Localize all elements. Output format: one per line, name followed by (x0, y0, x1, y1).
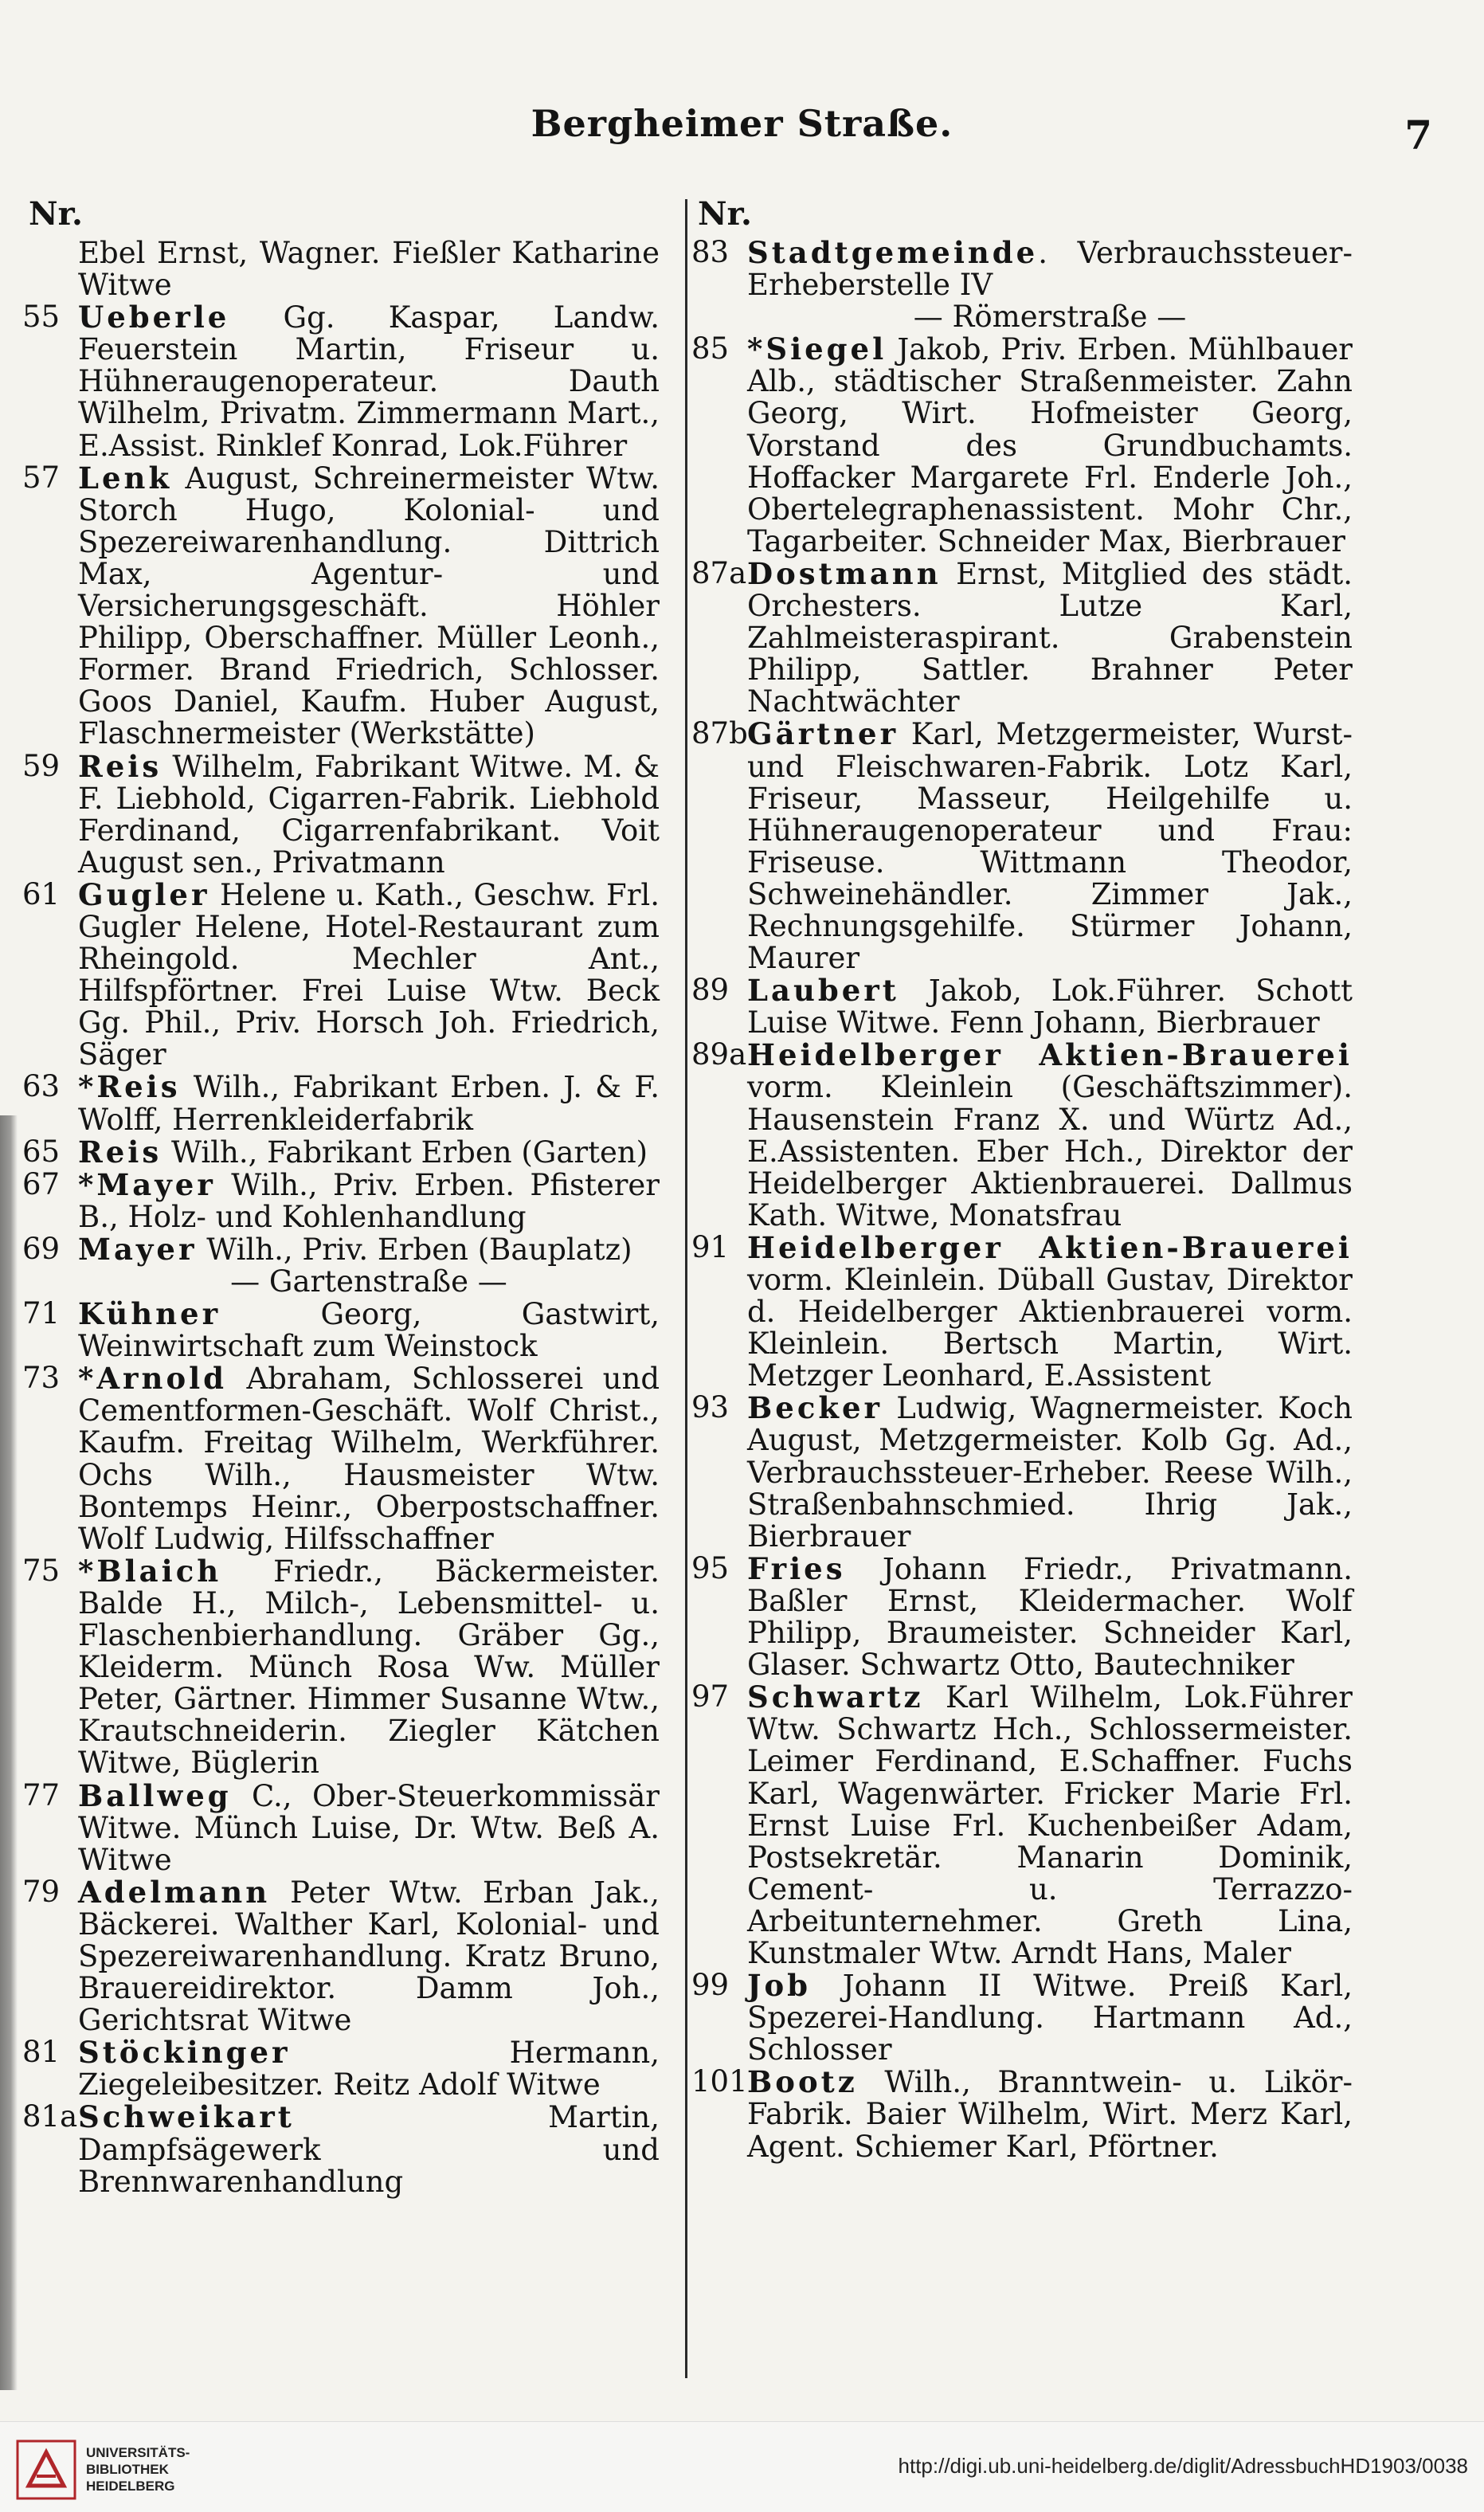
address-entry (22, 301, 660, 461)
entry-text (747, 1969, 1353, 2066)
address-entry (691, 555, 1353, 719)
house-number: 61 (22, 876, 61, 911)
owner-name: *Reis (78, 1069, 181, 1105)
address-entry (691, 974, 1353, 1039)
source-url[interactable]: http://digi.ub.uni-heidelberg.de/diglit/AdressbuchHD1903/0038 (898, 2454, 1468, 2478)
entry-text (78, 876, 660, 1072)
house-number: 73 (22, 1361, 61, 1396)
entry-text (78, 1233, 660, 1266)
owner-name: Adelmann (78, 1874, 271, 1910)
occupants-text: Wilh., Priv. Erben (Bauplatz) (197, 1232, 632, 1267)
address-entry (22, 2036, 660, 2101)
house-number: 89a (691, 1037, 747, 1072)
occupants-text: Wilh., Fabrikant Erben (Garten) (162, 1135, 648, 1170)
entry-text (78, 1298, 660, 1362)
address-entry (22, 1233, 660, 1266)
occupants-text: Jakob, Priv. Erben. Mühlbauer Alb., städtischer Straßenmeister. Zahn Georg, Wirt. Hofmeister Georg, Vorstand des Grundbuchamts. Hoffacker Margarete Frl. Enderle Joh., Obertelegraphenassistent. Mohr Chr., Tagarbeiter. Schneider Max, Bierbrauer (747, 332, 1353, 558)
nr-heading: Nr. (698, 195, 752, 233)
address-entry (22, 1555, 660, 1780)
house-number: 69 (22, 1231, 61, 1266)
occupants-text: Martin, Dampfsägewerk und Brennwarenhandlung (78, 2100, 660, 2199)
occupants-text: Karl, Metzgermeister, Wurst- und Fleischwaren-Fabrik. Lotz Karl, Friseur, Masseur, Heilgehilfe u. Hühneraugenoperateur und Frau: Friseuse. Wittmann Theodor, Schweinehändler. Zimmer Jak., Rechnungsgehilfe. Stürmer Johann, Maurer (747, 717, 1353, 976)
occupants-text: C., Ober-Steuerkommissär Witwe. Münch Luise, Dr. Wtw. Beß A. Witwe (78, 1778, 660, 1877)
address-entry (22, 1136, 660, 1169)
owner-name: Reis (78, 748, 162, 784)
occupants-text: vorm. Kleinlein (Geschäftszimmer). Hausenstein Franz X. und Würtz Ad., E.Assistenten. Eber Hch., Direktor der Heidelberger Aktienbrauerei. Dallmus Kath. Witwe, Monatsfrau (747, 1070, 1353, 1232)
owner-name: Ballweg (78, 1777, 232, 1813)
owner-name: Fries (747, 1550, 846, 1586)
owner-name: Bootz (747, 2064, 858, 2100)
owner-name: Schweikart (78, 2099, 295, 2135)
book-spine-shadow (0, 1115, 18, 2390)
owner-name: Gugler (78, 876, 210, 912)
owner-name: Laubert (747, 973, 899, 1009)
occupants-text: Abraham, Schlosserei und Cementformen-Geschäft. Wolf Christ., Kaufm. Freitag Wilhelm, Werkführer. Ochs Wilh., Hausmeister Wtw. Bontemps Heinr., Oberpostschaffner. Wolf Ludwig, Hilfsschaffner (78, 1362, 660, 1556)
house-number: 63 (22, 1069, 61, 1104)
owner-name: Gärtner (747, 716, 899, 752)
owner-name: Lenk (78, 460, 173, 496)
entry-text (747, 974, 1353, 1039)
entry-text (747, 2066, 1353, 2162)
occupants-text: Wilhelm, Fabrikant Witwe. M. & F. Liebhold, Cigarren-Fabrik. Liebhold Ferdinand, Cigarrenfabrikant. Voit August sen., Privatmann (78, 749, 660, 880)
street-divider: — Gartenstraße — (230, 1264, 507, 1299)
occupants-text: Helene u. Kath., Geschw. Frl. Gugler Helene, Hotel-Restaurant zum Rheingold. Mechler Ant., Hilfspförtner. Frei Luise Wtw. Beck Gg. Phil., Priv. Horsch Joh. Friedrich, Säger (78, 877, 660, 1072)
library-name-line: HEIDELBERG (86, 2479, 175, 2494)
entry-text (747, 1039, 1353, 1232)
library-name (86, 2444, 190, 2494)
entry-text (747, 333, 1353, 558)
entry-text (78, 462, 660, 750)
occupants-text: Wilh., Fabrikant Erben. J. & F. Wolff, Herrenkleiderfabrik (78, 1070, 660, 1137)
column-divider (685, 199, 687, 2378)
entry-text (747, 1229, 1353, 1393)
occupants-text: Peter Wtw. Erban Jak., Bäckerei. Walther Karl, Kolonial- und Spezereiwarenhandlung. Kratz Bruno, Brauereidirektor. Damm Joh., Gerichtsrat Witwe (78, 1875, 660, 2038)
occupants-text: Johann II Witwe. Preiß Karl, Spezerei-Handlung. Hartmann Ad., Schlosser (747, 1969, 1353, 2067)
occupants-text: Ebel Ernst, Wagner. Fießler Katharine Witwe (78, 236, 660, 303)
entry-text (78, 1136, 660, 1169)
street-divider: — Römerstraße — (913, 300, 1187, 335)
address-entry (22, 1777, 660, 1877)
house-number: 81a (22, 2099, 78, 2134)
address-entry (22, 237, 660, 301)
owner-name: Stadtgemeinde (747, 235, 1039, 270)
house-number: 87a (691, 555, 747, 590)
owner-name: Dostmann (747, 555, 942, 591)
library-name-line: UNIVERSITÄTS- (86, 2445, 190, 2460)
occupants-text: Jakob, Lok.Führer. Schott Luise Witwe. Fenn Johann, Bierbrauer (747, 974, 1353, 1040)
entry-text (747, 1681, 1353, 1969)
address-entry (691, 1550, 1353, 1683)
house-number: 59 (22, 748, 61, 783)
entry-text (78, 1362, 660, 1555)
nr-heading: Nr. (29, 195, 83, 233)
entry-text (78, 237, 660, 301)
entry-text (747, 1392, 1353, 1552)
university-library-logo-icon (13, 2436, 80, 2503)
address-entry (691, 1392, 1353, 1552)
house-number: 91 (691, 1229, 730, 1264)
house-number: 75 (22, 1553, 61, 1588)
owner-name: Heidelberger Aktien-Brauerei (747, 1229, 1353, 1265)
entry-text (78, 1166, 660, 1234)
address-entry (22, 876, 660, 1072)
house-number: 65 (22, 1134, 61, 1169)
left-entries (22, 237, 660, 2198)
address-entry (691, 1229, 1353, 1393)
occupants-text: Johann Friedr., Privatmann. Baßler Ernst, Kleidermacher. Wolf Philipp, Braumeister. Schneider Karl, Glaser. Schwartz Otto, Bautechniker (747, 1551, 1353, 1683)
occupants-text: Hermann, Ziegeleibesitzer. Reitz Adolf Witwe (78, 2036, 660, 2102)
entry-text (747, 718, 1353, 974)
owner-name: Stöckinger (78, 2035, 291, 2071)
address-entry (691, 1681, 1353, 1969)
entry-text (747, 555, 1353, 719)
address-entry (22, 1071, 660, 1135)
owner-name: Becker (747, 1390, 883, 1426)
owner-name: *Arnold (78, 1361, 228, 1397)
entry-text (78, 1777, 660, 1877)
owner-name: Mayer (78, 1231, 198, 1267)
library-name-line: BIBLIOTHEK (86, 2462, 169, 2477)
address-entry (691, 1969, 1353, 2066)
house-number: 93 (691, 1390, 730, 1425)
occupants-text: Wilh., Branntwein- u. Likör-Fabrik. Baier Wilhelm, Wirt. Merz Karl, Agent. Schiemer Karl, Pförtner. (747, 2065, 1353, 2164)
occupants-text: Friedr., Bäckermeister. Balde H., Milch-, Lebensmittel- u. Flaschenbierhandlung. Gräber Gg., Kleiderm. Münch Rosa Ww. Müller Peter, Gärtner. Himmer Susanne Wtw., Krautschneiderin. Ziegler Kätchen Witwe, Büglerin (78, 1554, 660, 1781)
address-entry (691, 333, 1353, 558)
entry-text (78, 2036, 660, 2101)
address-entry (691, 718, 1353, 974)
house-number: 57 (22, 460, 61, 495)
address-entry (22, 1362, 660, 1555)
house-number: 89 (691, 973, 730, 1008)
entry-text (78, 2101, 660, 2197)
house-number: 79 (22, 1874, 61, 1909)
address-entry (22, 2101, 660, 2197)
owner-name: Heidelberger Aktien-Brauerei (747, 1037, 1353, 1073)
house-number: 81 (22, 2035, 61, 2070)
house-number: 85 (691, 331, 730, 366)
occupants-text: August, Schreinermeister Wtw. Storch Hugo, Kolonial- und Spezereiwarenhandlung. Dittrich Max, Agentur- und Versicherungsgeschäft. Höhler Philipp, Oberschaffner. Müller Leonh., Former. Brand Friedrich, Schlosser. Goos Daniel, Kaufm. Huber August, Flaschnermeister (Werkstätte) (78, 460, 660, 751)
left-column (22, 195, 660, 2198)
occupants-text: . Verbrauchssteuer-Erheberstelle IV (747, 236, 1353, 303)
owner-name: *Siegel (747, 331, 887, 367)
owner-name: Reis (78, 1134, 162, 1170)
house-number: 95 (691, 1550, 730, 1585)
entry-text (747, 1550, 1353, 1683)
owner-name: Ueberle (78, 300, 230, 335)
address-entry (22, 750, 660, 879)
house-number: 87b (691, 716, 748, 751)
address-entry (22, 1298, 660, 1362)
house-number: 77 (22, 1777, 61, 1812)
entry-text (747, 237, 1353, 301)
address-entry (691, 237, 1353, 301)
house-number: 55 (22, 300, 61, 335)
occupants-text: Ernst, Mitglied des städt. Orchesters. Lutze Karl, Zahlmeisteraspirant. Grabenstein Philipp, Sattler. Brahner Peter Nachtwächter (747, 556, 1353, 719)
page-header: Bergheimer Straße. (531, 102, 953, 145)
house-number: 83 (691, 235, 730, 269)
right-entries (691, 237, 1353, 2163)
entry-text (78, 1876, 660, 2036)
owner-name: Kühner (78, 1296, 221, 1332)
right-column (691, 195, 1353, 2163)
occupants-text: Ludwig, Wagnermeister. Koch August, Metzgermeister. Kolb Gg. Ad., Verbrauchssteuer-Erheber. Reese Wilh., Straßenbahnschmied. Ihrig Jak., Bierbrauer (747, 1391, 1353, 1554)
house-number: 71 (22, 1296, 61, 1331)
owner-name: *Mayer (78, 1166, 216, 1202)
owner-name: Job (747, 1968, 812, 2004)
owner-name: *Blaich (78, 1553, 222, 1589)
entry-text (78, 750, 660, 879)
address-entry (22, 462, 660, 750)
address-entry (22, 1166, 660, 1234)
occupants-text: Georg, Gastwirt, Weinwirtschaft zum Weinstock (78, 1297, 660, 1364)
page-number: 7 (1404, 112, 1432, 159)
entry-text (78, 301, 660, 461)
house-number: 97 (691, 1679, 730, 1715)
address-entry (691, 2066, 1353, 2162)
address-entry (691, 1039, 1353, 1232)
occupants-text: Wilh., Priv. Erben. Pfisterer B., Holz- und Kohlenhandlung (78, 1167, 660, 1234)
entry-text (78, 1071, 660, 1135)
occupants-text: vorm. Kleinlein. Düball Gustav, Direktor d. Heidelberger Aktienbrauerei vorm. Kleinlein. Bertsch Martin, Wirt. Metzger Leonhard, E.Assistent (747, 1263, 1353, 1393)
footer-bar (0, 2421, 1484, 2512)
occupants-text: Karl Wilhelm, Lok.Führer Wtw. Schwartz Hch., Schlossermeister. Leimer Ferdinand, E.Schaffner. Fuchs Karl, Wagenwärter. Fricker Marie Frl. Ernst Luise Frl. Kuchenbeißer Adam, Postsekretär. Manarin Dominik, Cement- u. Terrazzo-Arbeitunternehmer. Greth Lina, Kunstmaler Wtw. Arndt Hans, Maler (747, 1680, 1353, 1970)
owner-name: Schwartz (747, 1679, 924, 1715)
house-number: 101 (691, 2064, 748, 2099)
address-entry (22, 1876, 660, 2036)
house-number: 67 (22, 1166, 61, 1201)
house-number: 99 (691, 1968, 730, 2003)
occupants-text: Gg. Kaspar, Landw. Feuerstein Martin, Friseur u. Hühneraugenoperateur. Dauth Wilhelm, Privatm. Zimmermann Mart., E.Assist. Rinklef Konrad, Lok.Führer (78, 300, 660, 463)
entry-text (78, 1555, 660, 1780)
